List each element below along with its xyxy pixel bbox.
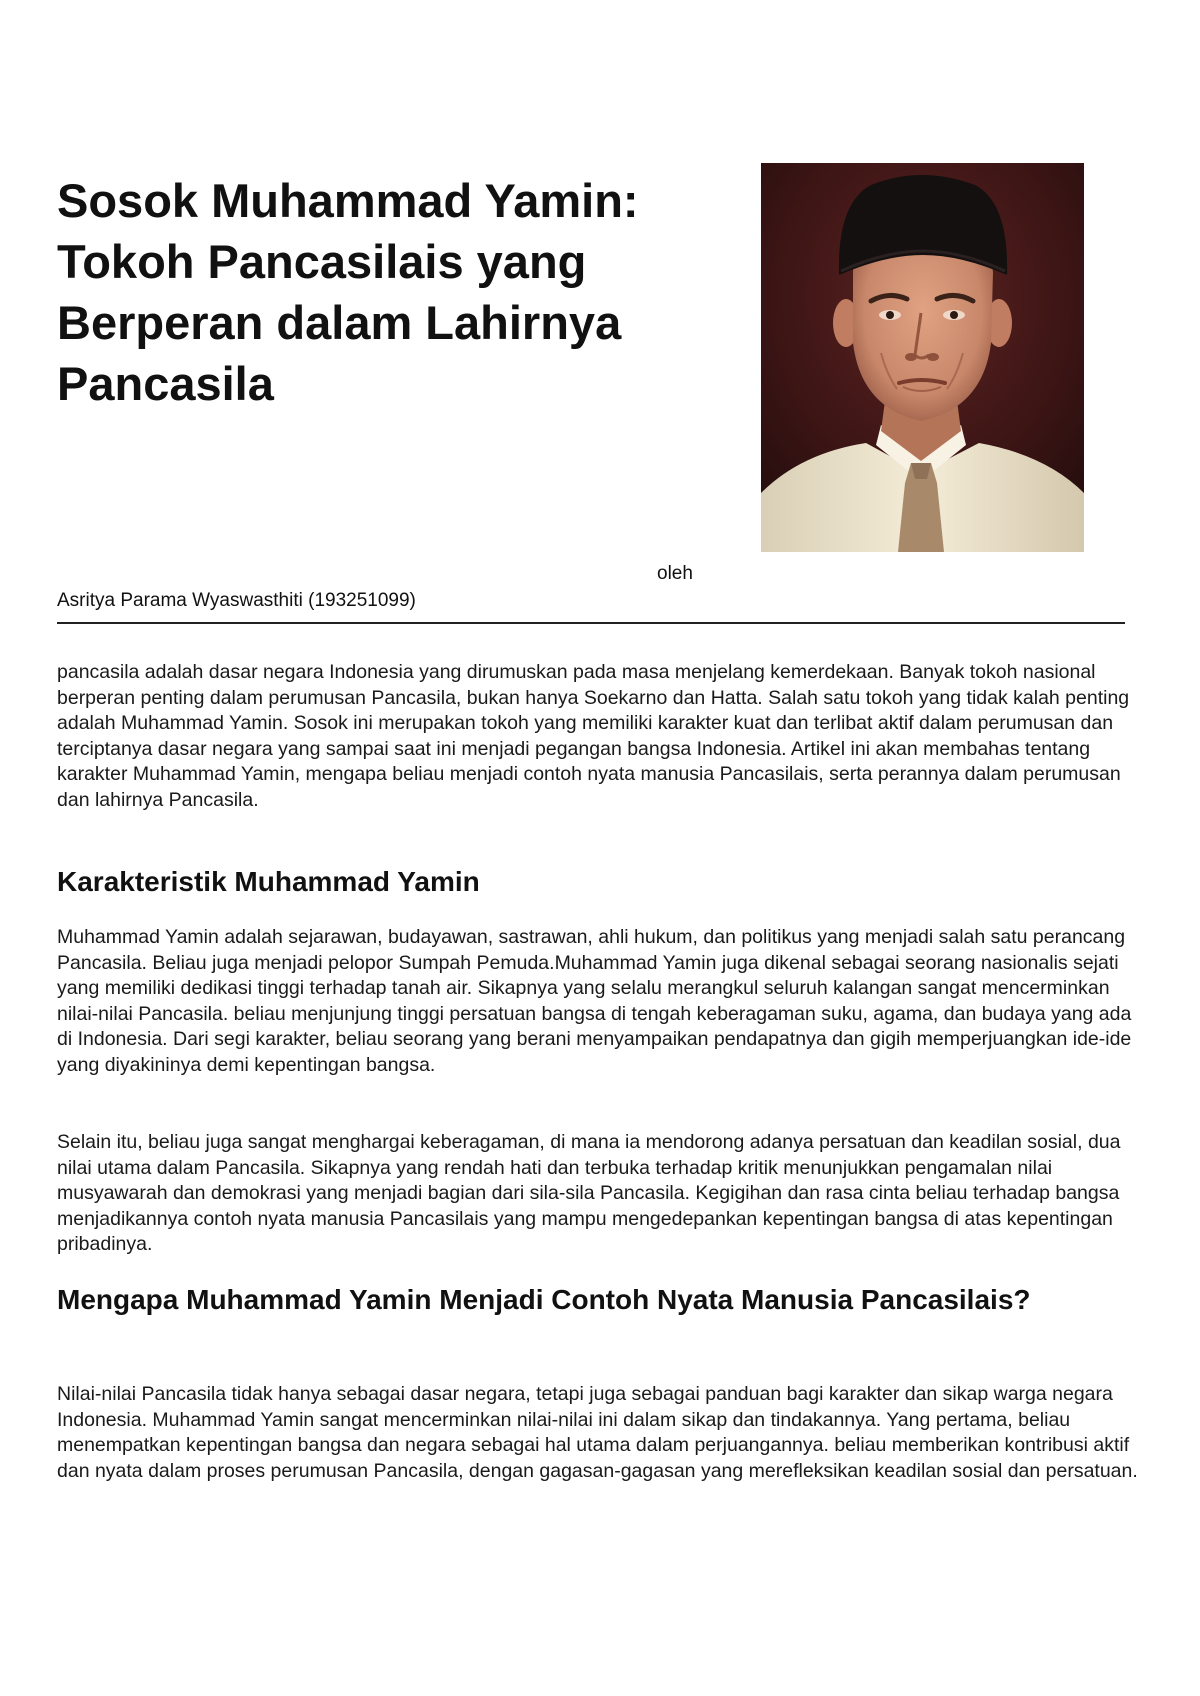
article-title: Sosok Muhammad Yamin: Tokoh Pancasilais yang Berperan dalam Lahirnya Pancasila xyxy=(57,174,639,410)
section-heading-mengapa: Mengapa Muhammad Yamin Menjadi Contoh Nyata Manusia Pancasilais? xyxy=(57,1284,1031,1315)
portrait-photo xyxy=(761,163,1084,552)
separator-line xyxy=(57,622,1125,624)
intro-paragraph: pancasila adalah dasar negara Indonesia yang dirumuskan pada masa menjelang kemerdekaan. Banyak tokoh nasional berperan penting dalam perumusan Pancasila, bukan hanya Soekarno dan Hatta. Salah satu tokoh yang tidak kalah penting adalah Muhammad Yamin. Sosok ini merupakan tokoh yang memiliki karakter kuat dan terlibat aktif dalam perumusan dan terciptanya dasar negara yang sampai saat ini menjadi pegangan bangsa Indonesia. Artikel ini akan membahas tentang karakter Muhammad Yamin, mengapa beliau menjadi contoh nyata manusia Pancasilais, serta perannya dalam perumusan dan lahirnya Pancasila. xyxy=(57,661,1130,811)
byline-label: oleh xyxy=(657,563,693,584)
section-paragraph: Nilai-nilai Pancasila tidak hanya sebagai dasar negara, tetapi juga sebagai panduan bagi karakter dan sikap warga negara Indonesia. Muhammad Yamin sangat mencerminkan nilai-nilai ini dalam sikap dan tindakannya. Yang pertama, beliau menempatkan kepentingan bangsa dan negara sebagai hal utama dalam perjuangannya. beliau memberikan kontribusi aktif dan nyata dalam proses perumusan Pancasila, dengan gagasan-gagasan yang merefleksikan keadilan sosial dan persatuan. xyxy=(57,1383,1138,1482)
section-paragraph: Selain itu, beliau juga sangat menghargai keberagaman, di mana ia mendorong adanya persatuan dan keadilan sosial, dua nilai utama dalam Pancasila. Sikapnya yang rendah hati dan terbuka terhadap kritik menunjukkan pengamalan nilai musyawarah dan demokrasi yang menjadi bagian dari sila-sila Pancasila. Kegigihan dan rasa cinta beliau terhadap bangsa menjadikannya contoh nyata manusia Pancasilais yang mampu mengedepankan kepentingan bangsa di atas kepentingan pribadinya. xyxy=(57,1131,1121,1255)
section-heading-karakteristik: Karakteristik Muhammad Yamin xyxy=(57,866,480,897)
author-name: Asritya Parama Wyaswasthiti (193251099) xyxy=(57,590,416,611)
section-paragraph: Muhammad Yamin adalah sejarawan, budayawan, sastrawan, ahli hukum, dan politikus yang menjadi salah satu perancang Pancasila. Beliau juga menjadi pelopor Sumpah Pemuda.Muhammad Yamin juga dikenal sebagai seorang nasionalis sejati yang memiliki dedikasi tinggi terhadap tanah air. Sikapnya yang selalu merangkul seluruh kalangan sangat mencerminkan nilai-nilai Pancasila. beliau menjunjung tinggi persatuan bangsa di tengah keberagaman suku, agama, dan budaya yang ada di Indonesia. Dari segi karakter, beliau seorang yang berani menyampaikan pendapatnya dan gigih memperjuangkan ide-ide yang diyakininya demi kepentingan bangsa. xyxy=(57,926,1132,1076)
